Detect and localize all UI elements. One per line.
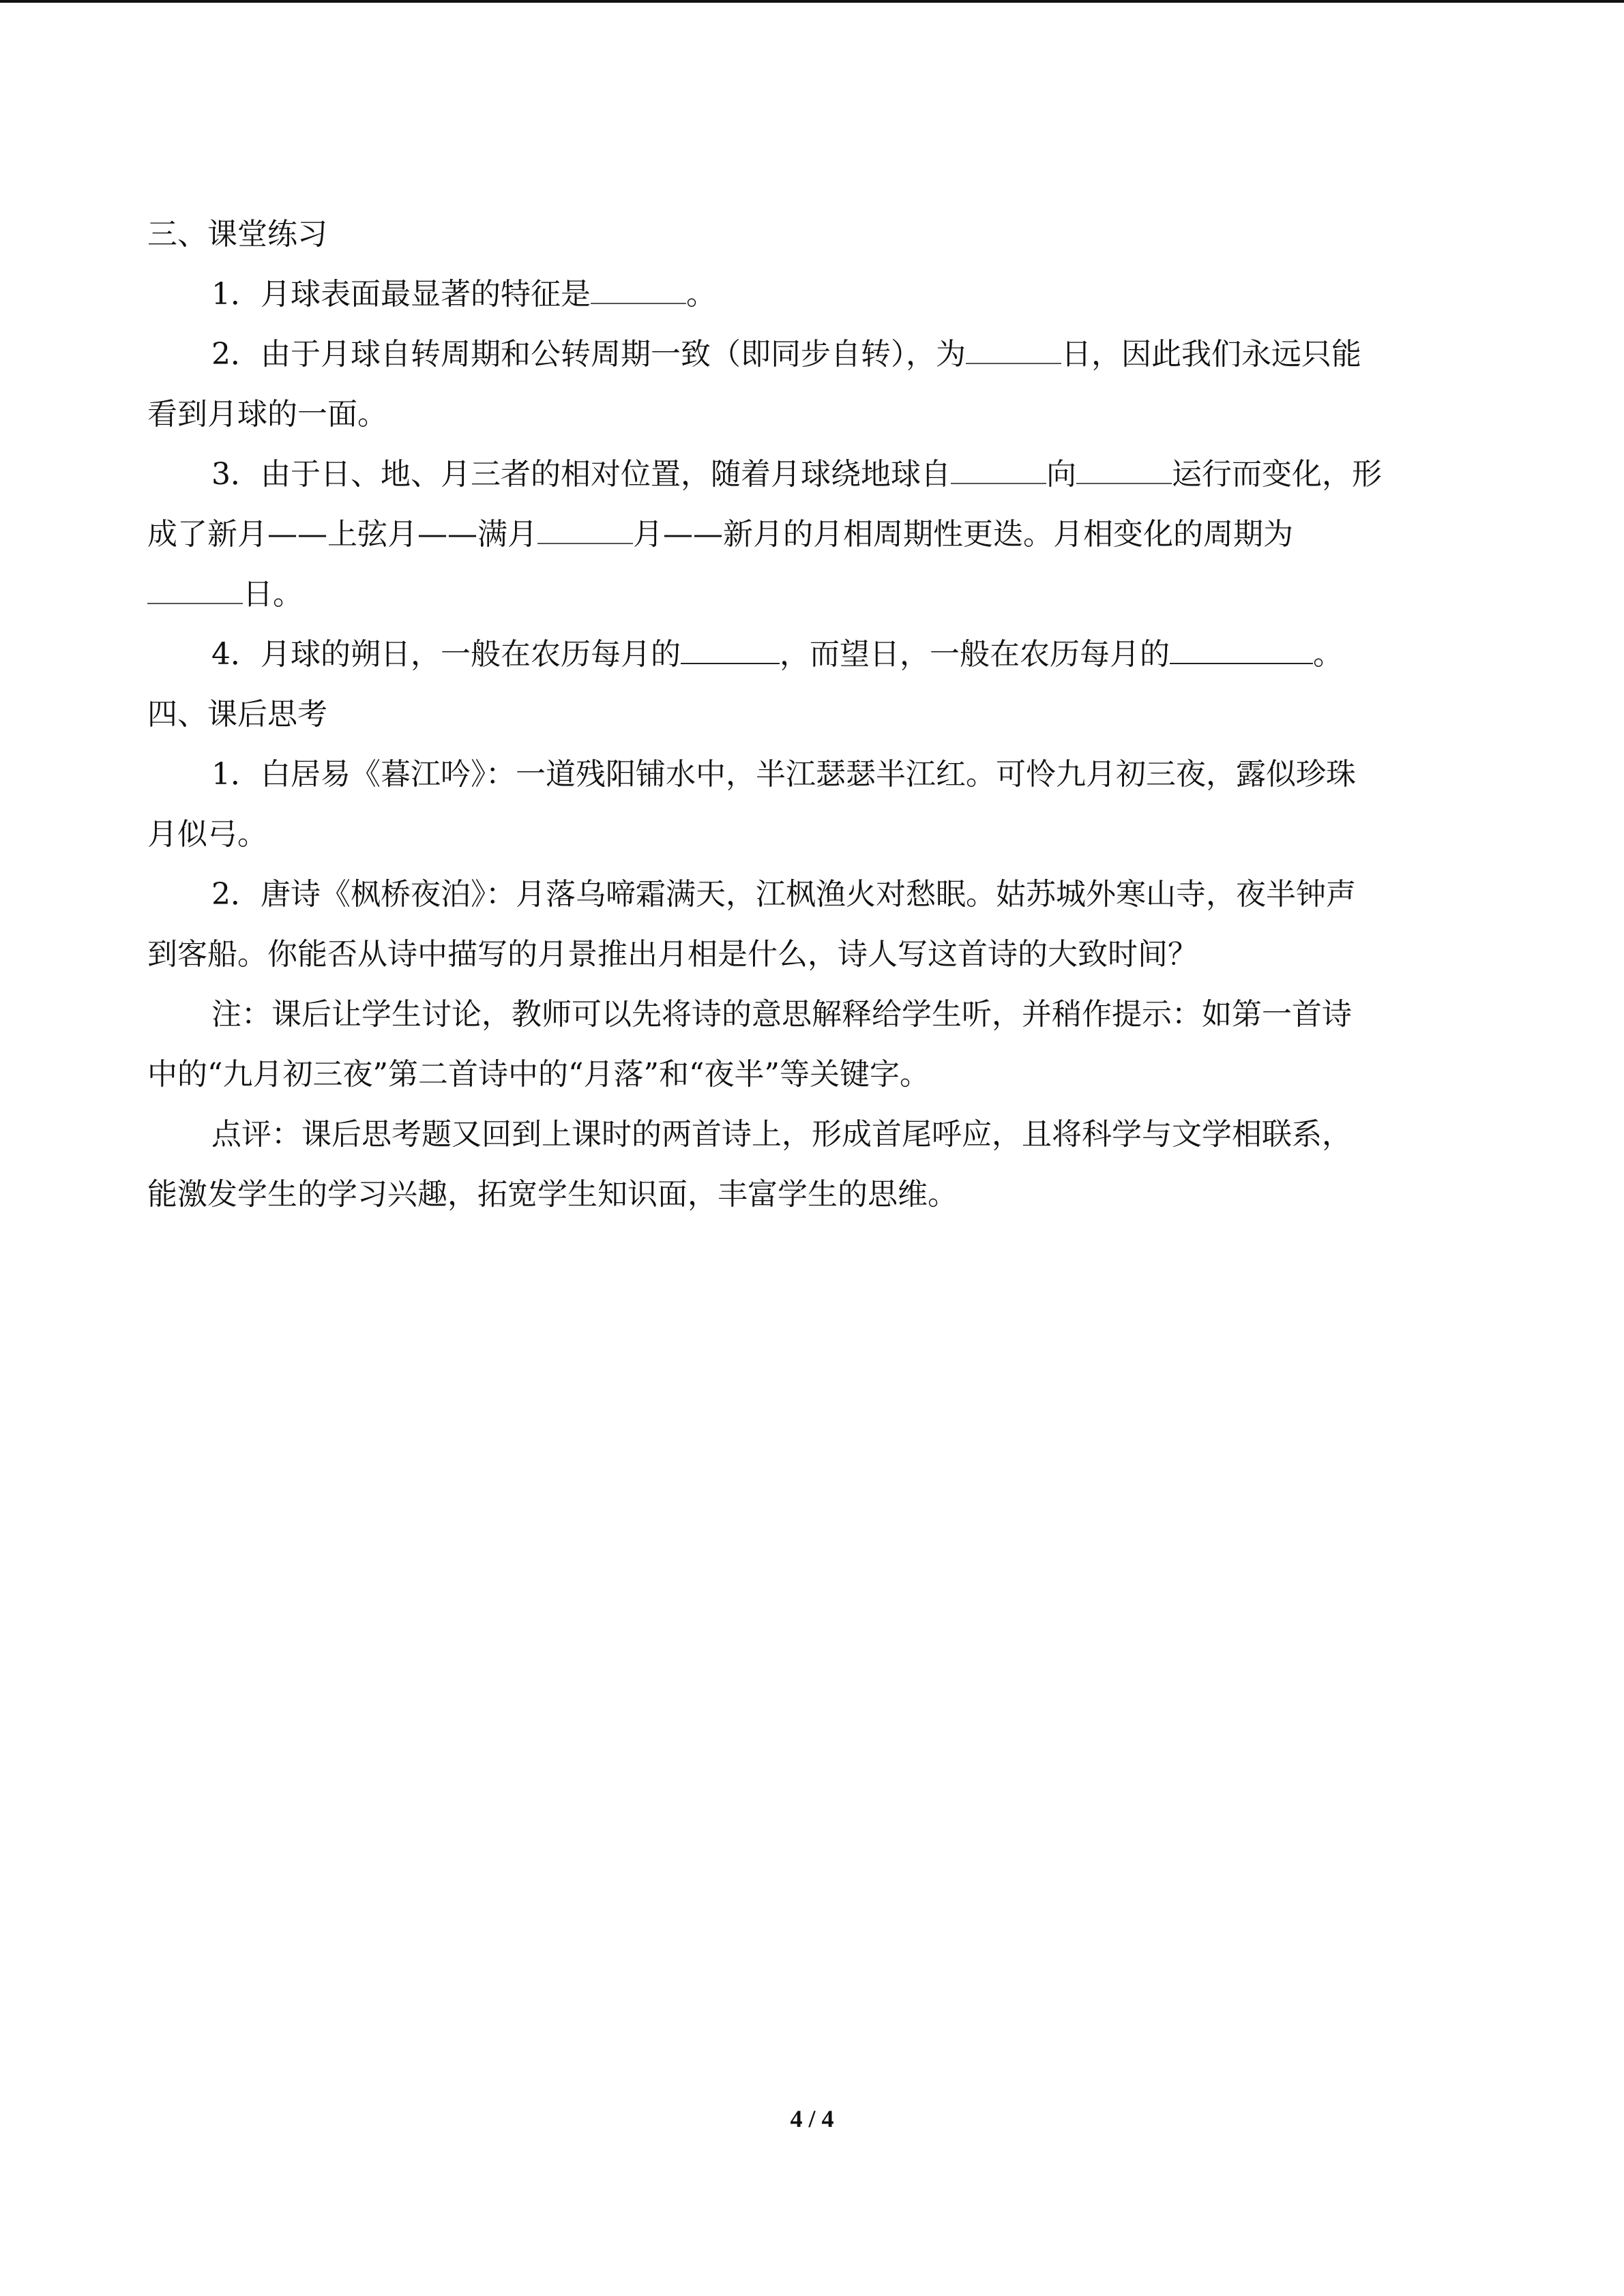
question-4-text-b: ，而望日，一般在农历每月的 xyxy=(780,637,1170,672)
question-1 xyxy=(147,265,1477,325)
answer-blank[interactable] xyxy=(537,522,633,544)
question-3-text-c: 运行而变化，形 xyxy=(1172,457,1382,492)
question-2-text-cont: 日，因此我们永远只能 xyxy=(1061,337,1361,372)
commentary-line-2: 能激发学生的学习兴趣，拓宽学生知识面，丰富学生的思维。 xyxy=(147,1177,958,1212)
answer-blank[interactable] xyxy=(1076,462,1172,484)
question-4-end: 。 xyxy=(1313,637,1343,672)
answer-blank[interactable] xyxy=(591,282,686,304)
question-2 xyxy=(147,325,1477,385)
question-1-end: 。 xyxy=(686,277,716,312)
poem-question-1-line-2: 月似弓。 xyxy=(147,817,267,852)
question-3-text-b: 向 xyxy=(1046,457,1076,492)
poem-question-2-line-2: 到客船。你能否从诗中描写的月景推出月相是什么，诗人写这首诗的大致时间？ xyxy=(147,937,1198,972)
teacher-note: 注：课后让学生讨论，教师可以先将诗的意思解释给学生听，并稍作提示：如第一首诗 xyxy=(211,997,1352,1032)
question-3-line-2 xyxy=(147,505,1477,565)
answer-blank[interactable] xyxy=(951,462,1046,484)
top-border-rule xyxy=(0,0,1624,3)
poem-question-1: 1．白居易《暮江吟》：一道残阳铺水中，半江瑟瑟半江红。可怜九月初三夜，露似珍珠 xyxy=(211,757,1356,792)
question-3-text-d: 成了新月——上弦月——满月 xyxy=(147,517,537,552)
question-2-line-2: 看到月球的一面。 xyxy=(147,397,387,432)
question-3-line-3 xyxy=(147,565,1477,625)
question-3-text-e: 月——新月的月相周期性更迭。月相变化的周期为 xyxy=(633,517,1293,552)
teacher-note-line-2: 中的“九月初三夜”第二首诗中的“月落”和“夜半”等关键字。 xyxy=(147,1057,930,1092)
question-1-text: 1．月球表面最显著的特征是 xyxy=(211,277,591,312)
answer-blank[interactable] xyxy=(966,342,1061,364)
question-4 xyxy=(147,625,1477,685)
question-4-text: 4．月球的朔日，一般在农历每月的 xyxy=(211,637,681,672)
question-3 xyxy=(147,445,1477,505)
document-body xyxy=(147,205,1477,1225)
answer-blank[interactable] xyxy=(1170,642,1313,664)
question-2-text: 2．由于月球自转周期和公转周期一致（即同步自转），为 xyxy=(211,337,966,372)
question-3-text: 3．由于日、地、月三者的相对位置，随着月球绕地球自 xyxy=(211,457,951,492)
poem-question-2: 2．唐诗《枫桥夜泊》：月落乌啼霜满天，江枫渔火对愁眠。姑苏城外寒山寺，夜半钟声 xyxy=(211,877,1356,912)
section-heading-classroom-practice: 三、课堂练习 xyxy=(147,217,327,252)
answer-blank[interactable] xyxy=(681,642,780,664)
question-3-text-f: 日。 xyxy=(243,577,303,612)
commentary: 点评：课后思考题又回到上课时的两首诗上，形成首尾呼应，且将科学与文学相联系， xyxy=(211,1117,1352,1152)
answer-blank[interactable] xyxy=(147,582,243,604)
page-number: 4 / 4 xyxy=(790,2105,834,2132)
section-heading-after-class-thinking: 四、课后思考 xyxy=(147,697,327,732)
